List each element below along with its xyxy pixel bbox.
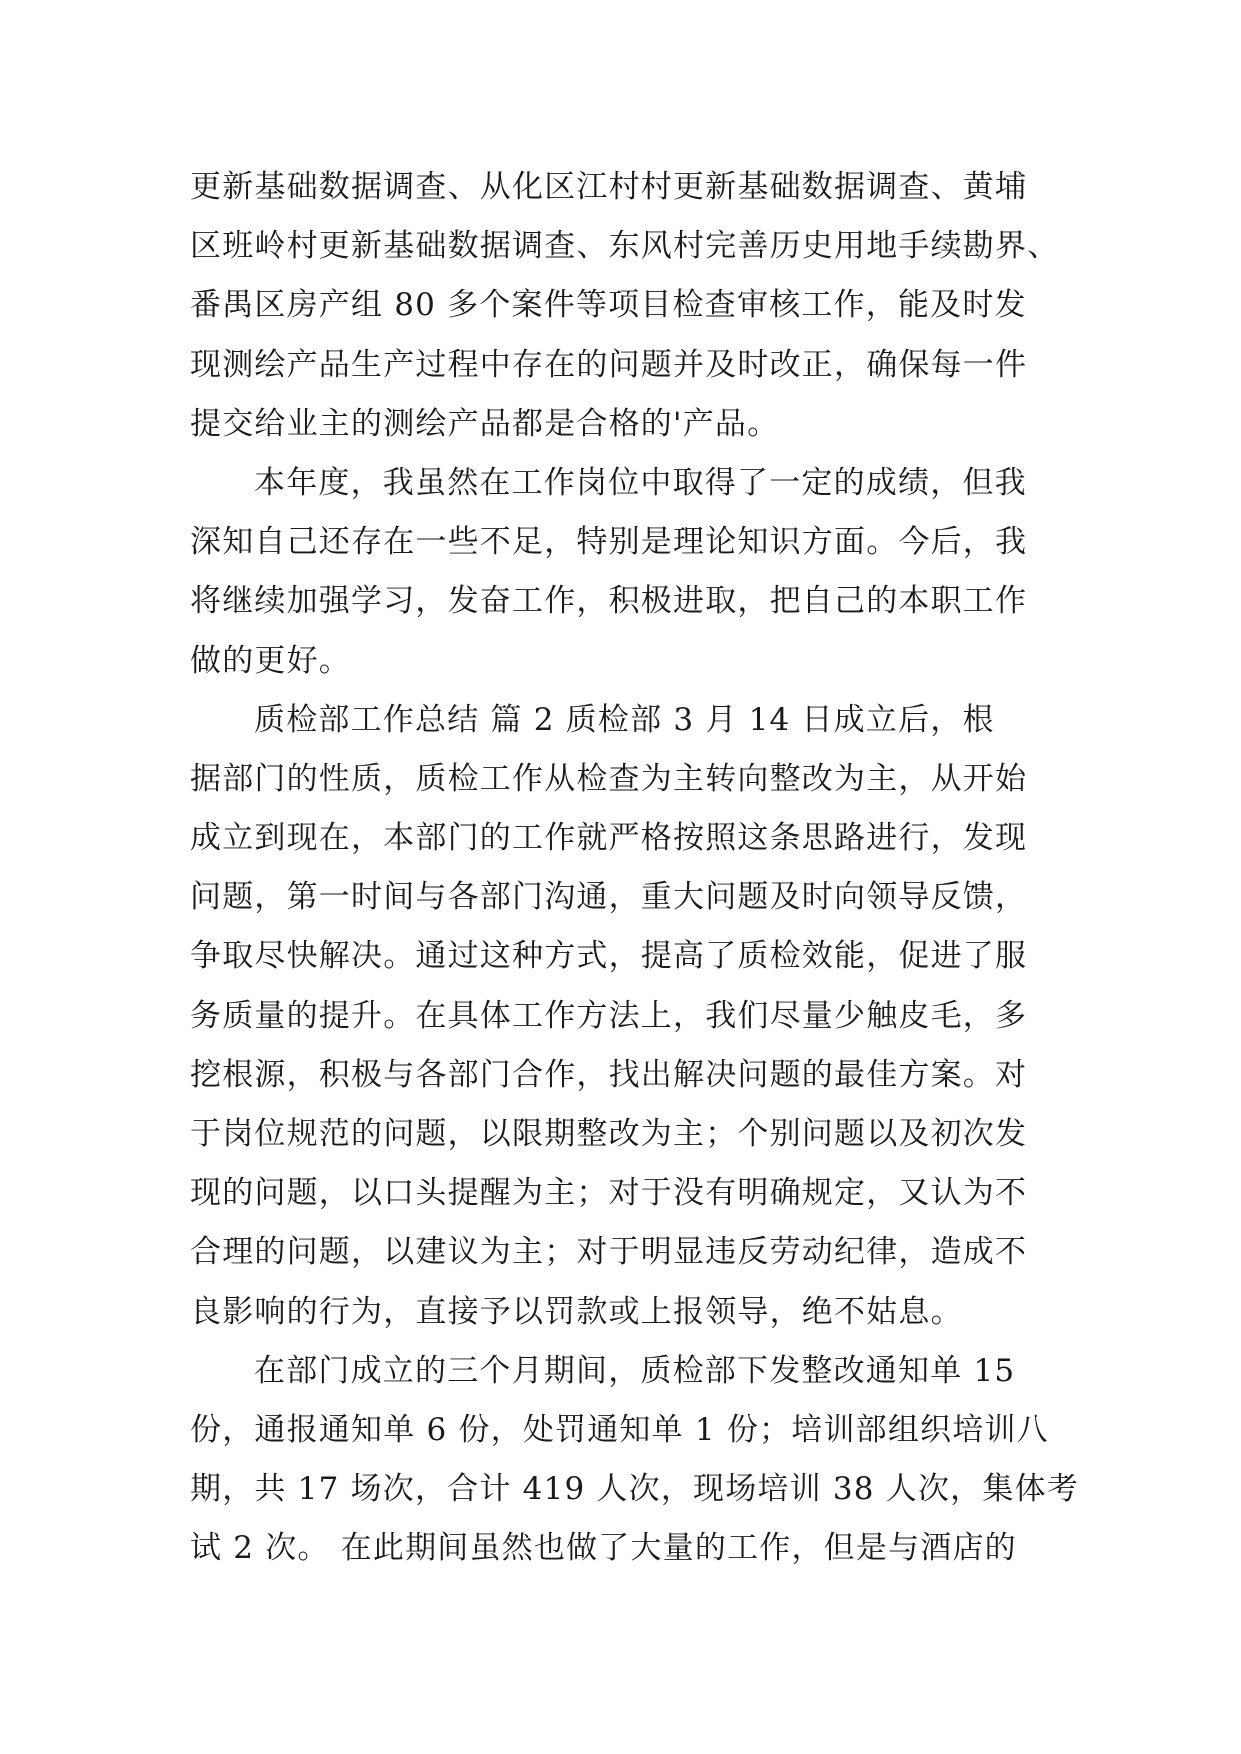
text-line: 期，共 17 场次，合计 419 人次，现场培训 38 人次，集体考 [190, 1471, 1079, 1508]
text-line: 现测绘产品生产过程中存在的问题并及时改正，确保每一件 [190, 346, 1028, 383]
text-line: 于岗位规范的问题，以限期整改为主；个别问题以及初次发 [190, 1116, 1028, 1152]
text-line: 将继续加强学习，发奋工作，积极进取，把自己的本职工作 [190, 583, 1028, 620]
text-line: 据部门的性质，质检工作从检查为主转向整改为主，从开始 [190, 760, 1028, 797]
text-line: 更新基础数据调查、从化区江村村更新基础数据调查、黄埔 [190, 169, 1028, 205]
text-line: 试 2 次。 在此期间虽然也做了大量的工作，但是与酒店的 [190, 1530, 1017, 1567]
text-line: 问题，第一时间与各部门沟通，重大问题及时向领导反馈， [190, 879, 1028, 916]
text-line: 深知自己还存在一些不足，特别是理论知识方面。今后，我 [190, 524, 1028, 561]
text-line: 现的问题，以口头提醒为主；对于没有明确规定，又认为不 [190, 1175, 1028, 1212]
text-line: 份，通报通知单 6 份，处罚通知单 1 份；培训部组织培训八 [190, 1411, 1049, 1448]
text-line: 务质量的提升。在具体工作方法上，我们尽量少触皮毛，多 [190, 997, 1028, 1034]
text-line: 合理的问题，以建议为主；对于明显违反劳动纪律，造成不 [190, 1234, 1028, 1271]
text-line: 做的更好。 [190, 642, 351, 679]
document-body [190, 158, 1090, 1579]
text-line: 区班岭村更新基础数据调查、东风村完善历史用地手续勘界、 [190, 228, 1060, 265]
text-line: 番禺区房产组 80 多个案件等项目检查审核工作，能及时发 [190, 287, 1027, 324]
text-line: 挖根源，积极与各部门合作，找出解决问题的最佳方案。对 [190, 1056, 1028, 1093]
text-line: 成立到现在，本部门的工作就严格按照这条思路进行，发现 [190, 820, 1028, 857]
paragraph-first-line: 在部门成立的三个月期间，质检部下发整改通知单 15 [254, 1352, 1016, 1389]
paragraph-first-line: 本年度，我虽然在工作岗位中取得了一定的成绩，但我 [254, 464, 1027, 501]
text-line: 良影响的行为，直接予以罚款或上报领导，绝不姑息。 [190, 1293, 963, 1330]
text-line: 提交给业主的测绘产品都是合格的'产品。 [190, 405, 780, 442]
text-line: 争取尽快解决。通过这种方式，提高了质检效能，促进了服 [190, 938, 1028, 975]
section-heading-line: 质检部工作总结 篇 2 质检部 3 月 14 日成立后，根 [254, 701, 995, 738]
